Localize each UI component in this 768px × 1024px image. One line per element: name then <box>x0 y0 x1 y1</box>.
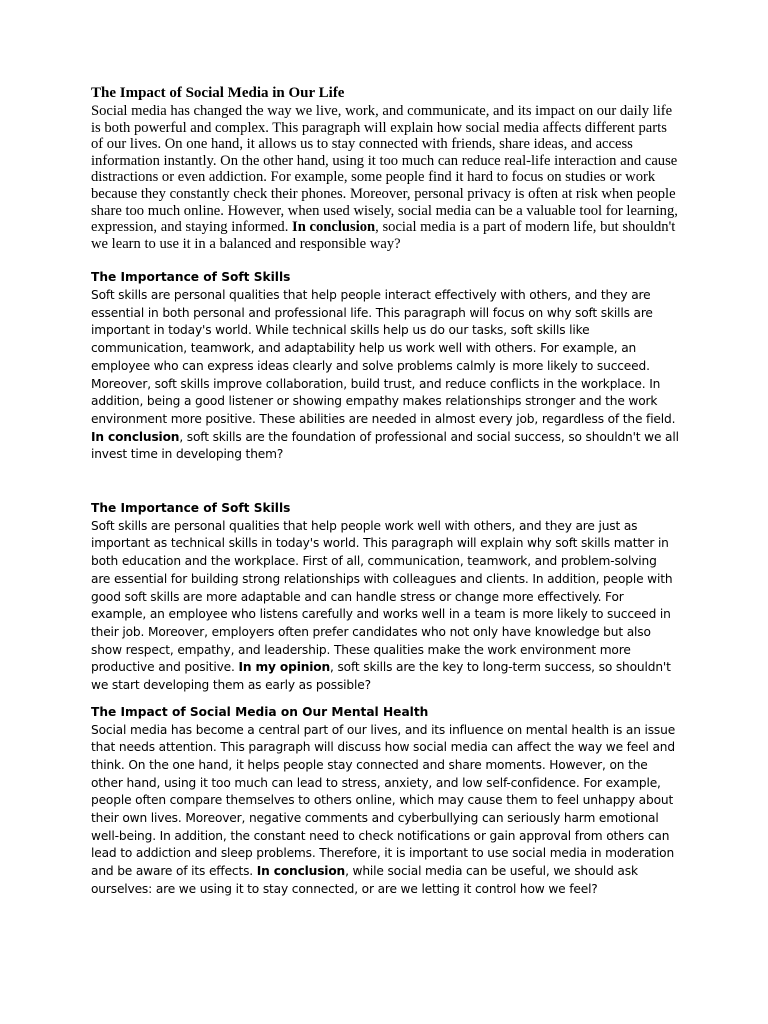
body-text-end: , soft skills are the foundation of professional and social success, so shouldn't we all invest time in developing them? <box>91 429 679 462</box>
section-title: The Importance of Soft Skills <box>91 501 291 516</box>
body-text-end: , while social media can be useful, we should ask ourselves: are we using it to stay connected, or are we letting it control how we feel? <box>91 864 638 896</box>
section-body <box>91 103 679 252</box>
section-body <box>91 518 679 695</box>
body-bold-phrase: In conclusion <box>292 219 376 236</box>
body-bold-phrase: In my opinion <box>238 660 331 675</box>
body-text: Soft skills are personal qualities that help people interact effectively with others, and they are essential in both personal and professional life. This paragraph will focus on why soft skills are important in today's world. While technical skills help us do our tasks, soft skills like communication, teamwork, and adaptability help us work well with others. For example, an employee who can express ideas clearly and solve problems calmly is more likely to succeed. Moreover, soft skills improve collaboration, build trust, and reduce conflicts in the workplace. In addition, being a good listener or showing empathy makes relationships stronger and the work environment more positive. These abilities are needed in almost every job, regardless of the field. <box>91 288 676 426</box>
body-text: Social media has changed the way we live, work, and communicate, and its impact on our daily life is both powerful and complex. This paragraph will explain how social media affects different parts of our lives. On one hand, it allows us to stay connected with friends, share ideas, and access information instantly. On the other hand, using it too much can reduce real-life interaction and cause distractions or even addiction. For example, some people find it hard to focus on studies or work because they constantly check their phones. Moreover, personal privacy is often at risk when people share too much online. However, when used wisely, social media can be a valuable tool for learning, expression, and staying informed. <box>91 103 678 236</box>
section-soft-skills-2 <box>91 500 679 695</box>
section-social-media-life <box>91 84 679 252</box>
section-body <box>91 287 679 464</box>
body-bold-phrase: In conclusion <box>256 864 346 879</box>
section-title: The Importance of Soft Skills <box>91 270 291 285</box>
body-text-end: , social media is a part of modern life, but shouldn't we learn to use it in a balanced and responsible way? <box>91 219 676 252</box>
body-text: Soft skills are personal qualities that help people work well with others, and they are just as important as technical skills in today's world. This paragraph will explain why soft skills matter in both education and the workplace. First of all, communication, teamwork, and problem-solving are essential for building strong relationships with colleagues and clients. In addition, people with good soft skills are more adaptable and can handle stress or change more effectively. For example, an employee who listens carefully and works well in a team is more likely to succeed in their job. Moreover, employers often prefer candidates who not only have knowledge but also show respect, empathy, and leadership. These qualities make the work environment more productive and positive. <box>91 518 673 675</box>
body-text-end: , soft skills are the key to long-term success, so shouldn't we start developing them as early as possible? <box>91 660 671 693</box>
section-title: The Impact of Social Media on Our Mental Health <box>91 704 429 719</box>
body-bold-phrase: In conclusion <box>91 429 180 444</box>
section-social-media-mental-health <box>91 704 679 899</box>
section-soft-skills-1 <box>91 269 679 464</box>
body-text: Social media has become a central part of our lives, and its influence on mental health is an issue that needs attention. This paragraph will discuss how social media can affect the way we feel and think. On the one hand, it helps people stay connected and share moments. However, on the other hand, using it too much can lead to stress, anxiety, and low self-confidence. For example, people often compare themselves to others online, which may cause them to feel unhappy about their own lives. Moreover, negative comments and cyberbullying can seriously harm emotional well-being. In addition, the constant need to check notifications or gain approval from others can lead to addiction and sleep problems. Therefore, it is important to use social media in moderation and be aware of its effects. <box>91 722 676 879</box>
document-page <box>91 84 679 899</box>
section-title: The Impact of Social Media in Our Life <box>91 85 345 101</box>
section-body <box>91 722 679 899</box>
